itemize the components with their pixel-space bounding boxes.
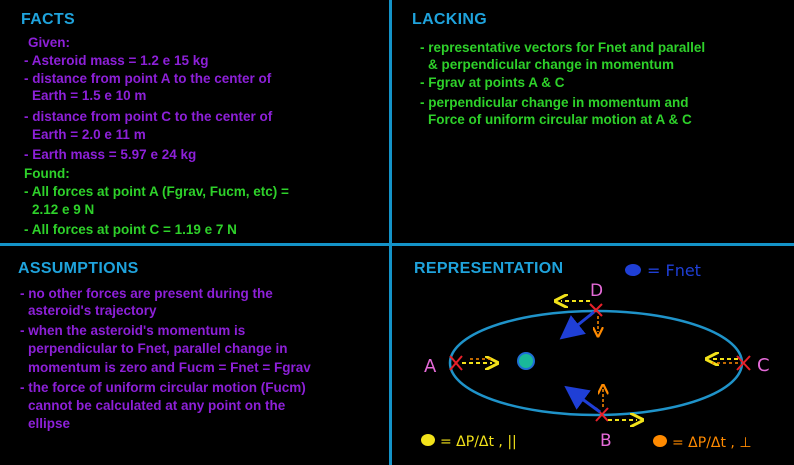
assumptions-line: perpendicular to Fnet, parallel change in — [28, 341, 288, 356]
facts-line: Earth = 1.5 e 10 m — [32, 88, 147, 103]
assumptions-line: - no other forces are present during the — [20, 286, 273, 301]
facts-line: - All forces at point A (Fgrav, Fucm, etc) = — [24, 184, 289, 199]
facts-line: - Asteroid mass = 1.2 e 15 kg — [24, 53, 209, 68]
point-d-fnet-arrow — [569, 312, 594, 332]
assumptions-line: momentum is zero and Fucm = Fnet = Fgrav — [28, 360, 311, 375]
point-d-label: D — [590, 281, 604, 301]
lacking-line: - Fgrav at points A & C — [420, 75, 565, 90]
facts-line: 2.12 e 9 N — [32, 202, 95, 217]
point-b-fnet-arrow — [574, 393, 600, 412]
perpendicular-legend-label: = ΔP/Δt , ⊥ — [672, 435, 752, 451]
point-b-label: B — [600, 431, 612, 451]
facts-line: - distance from point C to the center of — [24, 109, 273, 124]
facts-given-label: Given: — [28, 35, 71, 50]
fnet-legend-swatch — [625, 264, 641, 276]
parallel-legend-label: = ΔP/Δt , || — [440, 434, 517, 450]
assumptions-heading: ASSUMPTIONS — [18, 260, 139, 277]
assumptions-line: asteroid's trajectory — [28, 303, 157, 318]
facts-heading: FACTS — [21, 11, 75, 28]
lacking-line: - representative vectors for Fnet and parallel — [420, 40, 706, 55]
facts-line: - distance from point A to the center of — [24, 71, 272, 86]
point-a-marker — [450, 356, 462, 370]
perpendicular-legend-swatch — [653, 435, 667, 447]
assumptions-line: ellipse — [28, 416, 71, 431]
point-c-label: C — [757, 355, 770, 376]
lacking-heading: LACKING — [412, 11, 487, 28]
assumptions-line: - the force of uniform circular motion (Fucm) — [20, 380, 306, 395]
lacking-line: & perpendicular change in momentum — [428, 57, 675, 72]
assumptions-line: - when the asteroid's momentum is — [20, 323, 246, 338]
point-c-marker — [737, 356, 750, 370]
earth-icon — [518, 353, 534, 369]
parallel-legend-swatch — [421, 434, 435, 446]
lacking-line: Force of uniform circular motion at A & C — [428, 112, 692, 127]
representation-heading: REPRESENTATION — [414, 260, 564, 277]
point-a-label: A — [424, 356, 437, 377]
fnet-legend-label: = Fnet — [647, 261, 701, 280]
lacking-line: - perpendicular change in momentum and — [420, 95, 689, 110]
assumptions-line: cannot be calculated at any point on the — [28, 398, 286, 413]
facts-line: - All forces at point C = 1.19 e 7 N — [24, 222, 237, 237]
orbit-ellipse — [450, 311, 742, 415]
facts-line: Earth = 2.0 e 11 m — [32, 127, 146, 142]
facts-found-label: Found: — [24, 166, 70, 181]
facts-line: - Earth mass = 5.97 e 24 kg — [24, 147, 197, 162]
